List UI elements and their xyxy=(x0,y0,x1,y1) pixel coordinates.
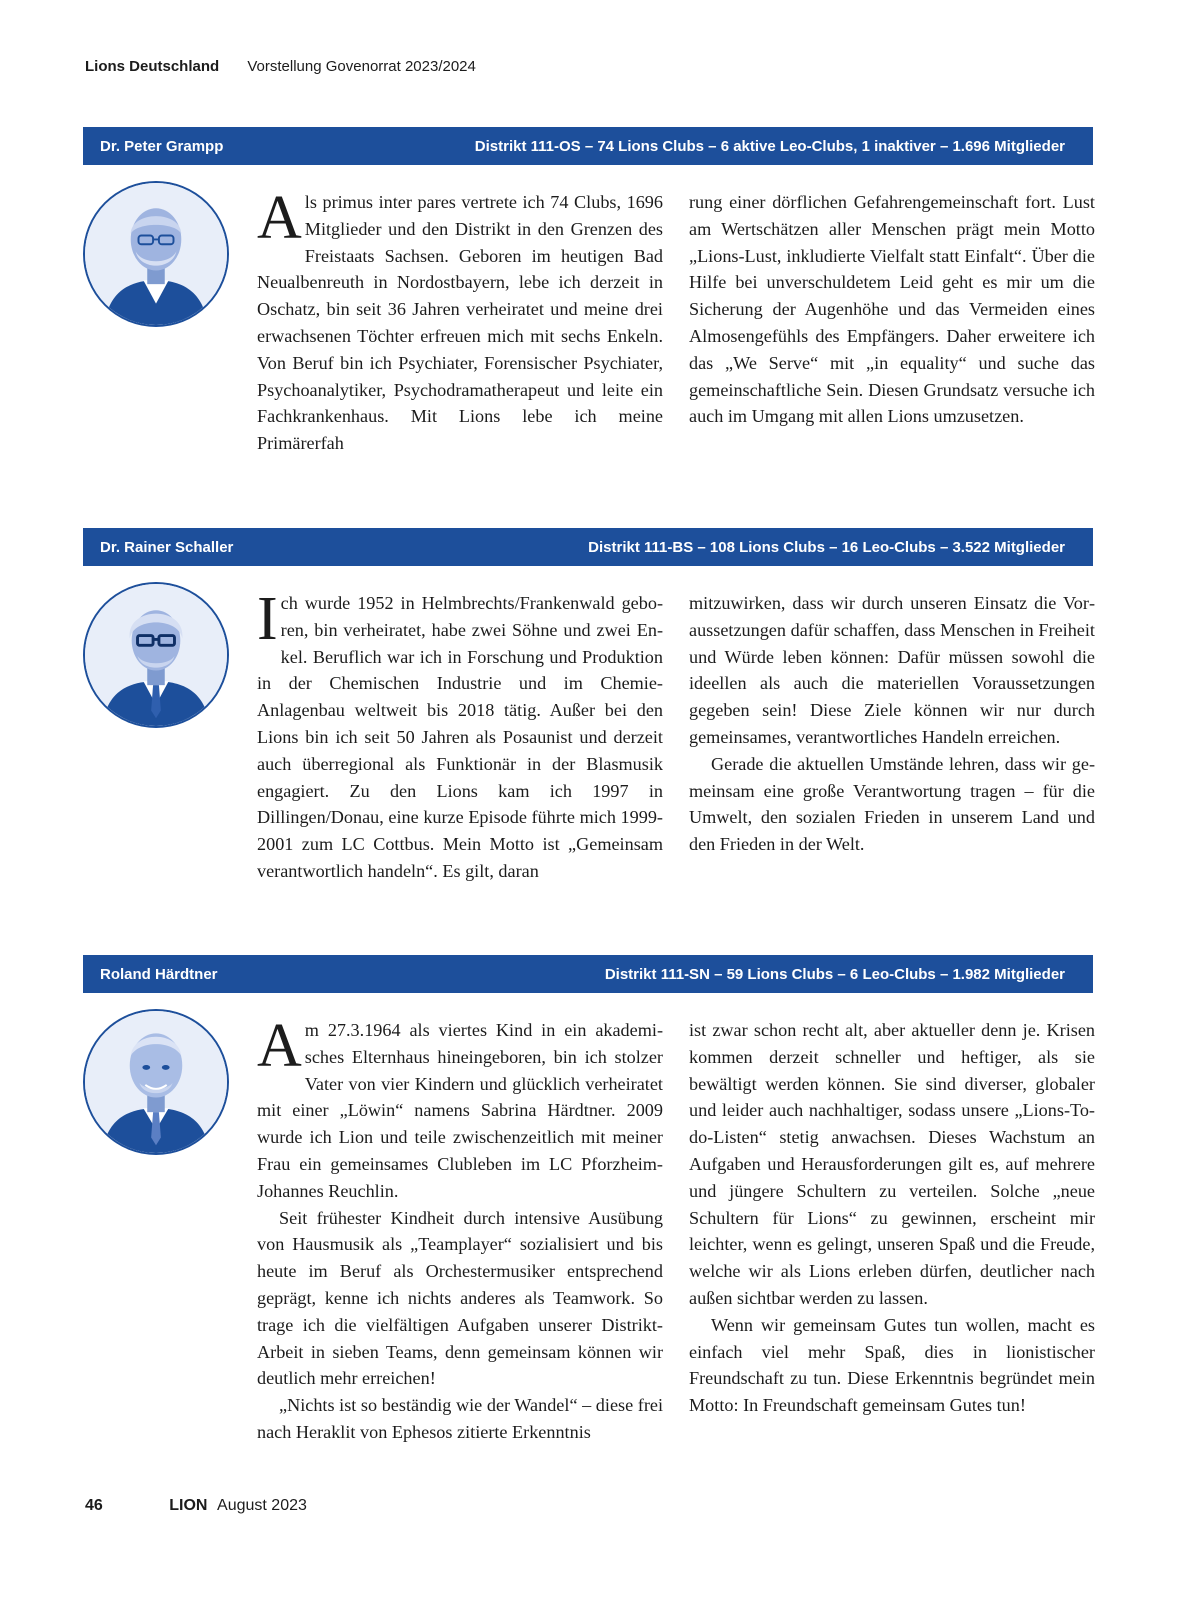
header-brand: Lions Deutschland xyxy=(85,58,220,75)
text-column-left xyxy=(257,585,663,885)
page-footer xyxy=(85,1497,307,1515)
district-info: Distrikt 111-BS – 108 Lions Clubs – 16 Leo-Clubs – 3.522 Mitglieder xyxy=(588,538,1065,556)
issue-date: August 2023 xyxy=(217,1497,307,1514)
district-info: Distrikt 111-SN – 59 Lions Clubs – 6 Leo-Clubs – 1.982 Mitglieder xyxy=(604,965,1065,983)
paragraph: Gerade die aktuellen Umstände lehren, dass wir gemeinsam eine große Verantwortung tragen – für die Umwelt, den sozialen Frieden in unserem Land und den Frieden in der Welt. xyxy=(689,753,1095,855)
paragraph: m 27.3.1964 als viertes Kind in ein akademisches Elternhaus hineingeboren, bin ich stolzer Vater von vier Kindern und glücklich verheiratet mit einer „Löwin“ namens Sabrina Härdtner. 2009 wurde ich Lion und teile zwischenzeitlich mit meiner Frau ein gemeinsames Clubleben im LC Pforzheim-Johannes Reuchlin. xyxy=(257,1020,663,1201)
header-subtitle: Vorstellung Govenorrat 2023/2024 xyxy=(247,58,476,75)
paragraph: Wenn wir gemeinsam Gutes tun wollen, macht es einfach viel mehr Spaß, dies in lionistischer Freundschaft zu tun. Diese Erkenntnis begründet mein Motto: In Freundschaft gemeinsam Gutes tun! xyxy=(689,1314,1095,1416)
profile-name: Dr. Peter Grampp xyxy=(100,137,224,155)
portrait-illustration xyxy=(85,1011,227,1153)
page-number: 46 xyxy=(85,1497,103,1514)
profile-section-2 xyxy=(83,528,1095,881)
paragraph: Seit frühester Kindheit durch intensive Ausübung von Hausmusik als „Teamplayer“ sozialisiert und bis heute im Beruf als Orchestermusiker entsprechend geprägt, kenne ich nichts anderes als Teamwork. So trage ich die vielfältigen Aufgaben unserer Distrikt-Arbeit in sieben Teams, denn gemeinsam können wir deutlich mehr erreichen! xyxy=(257,1207,663,1389)
drop-cap: I xyxy=(257,585,278,653)
paragraph: ch wurde 1952 in Helmbrechts/Frankenwald geboren, bin verheiratet, habe zwei Söhne und zwei Enkel. Beruflich war ich in Forschung und Produktion in der Chemischen Industrie und im Chemie-Anlagenbau weltweit bis 2018 tätig. Außer bei den Lions bin ich seit 50 Jahren als Posaunist und derzeit auch überregional als Funktionär in der Blasmusik engagiert. Zu den Lions kam ich 1997 in Dillingen/Donau, eine kurze Episode führte mich 1999-2001 zum LC Cottbus. Mein Motto ist „Gemeinsam verantwortlich handeln“. Es gilt, daran xyxy=(257,593,663,881)
magazine-name: LION xyxy=(169,1497,208,1514)
district-info: Distrikt 111-OS – 74 Lions Clubs – 6 aktive Leo-Clubs, 1 inaktiver – 1.696 Mitglieder xyxy=(474,137,1065,155)
portrait-photo xyxy=(83,582,229,728)
drop-cap: A xyxy=(257,184,302,252)
profile-bar xyxy=(83,528,1093,566)
portrait-illustration xyxy=(85,584,227,726)
profile-section-3 xyxy=(83,955,1095,1442)
text-column-right xyxy=(689,590,1095,858)
drop-cap: A xyxy=(257,1012,302,1080)
profile-bar xyxy=(83,955,1093,993)
paragraph: ist zwar schon recht alt, aber aktueller denn je. Krisen kommen derzeit schneller und heftiger, als sie bewältigt werden können. Sie sind diverser, globaler und leider auch nachhaltiger, sodass unsere „Lions-To-do-Listen“ stetig anwachsen. Dieses Wachstum an Aufgaben und Herausforderungen gilt es, auf mehrere und jüngere Schultern zu verteilen. Solche „neue Schultern für Lions“ zu gewinnen, erscheint mir leichter, wenn es gelingt, unseren Spaß und die Freude, welche wir als Lions erleben dürfen, deutlicher nach außen sichtbar werden zu lassen. xyxy=(689,1020,1095,1308)
paragraph: mitzuwirken, dass wir durch unseren Einsatz die Voraussetzungen dafür schaffen, dass Menschen in Freiheit und Würde leben können: Dafür müssen sowohl die ideellen als auch die materiellen Voraussetzungen gegeben sein! Diese Ziele können wir nur durch gemeinsames, verantwortliches Handeln erreichen. xyxy=(689,593,1095,747)
text-column-right xyxy=(689,189,1095,430)
text-column-left xyxy=(257,1012,663,1446)
profile-bar xyxy=(83,127,1093,165)
paragraph: ls primus inter pares vertrete ich 74 Clubs, 1696 Mitglieder und den Distrikt in den Grenzen des Freistaats Sachsen. Geboren im heutigen Bad Neualbenreuth in Nordostbayern, lebe ich derzeit in Oschatz, bin seit 36 Jahren verheiratet und meine drei erwachsenen Töchter erfreuen mich mit sechs Enkeln. Von Beruf bin ich Psychiater, Forensischer Psychiater, Psychoanalytiker, Psychodramatherapeut und leite ein Fachkrankenhaus. Mit Lions lebe ich meine Primärerfah xyxy=(257,192,663,454)
portrait-photo xyxy=(83,181,229,327)
portrait-illustration xyxy=(85,183,227,325)
portrait-photo xyxy=(83,1009,229,1155)
profile-name: Roland Härdtner xyxy=(100,965,218,983)
text-column-left xyxy=(257,184,663,457)
paragraph: rung einer dörflichen Gefahrengemeinschaft fort. Lust am Wertschätzen aller Menschen prägt mein Motto „Lions-Lust, inkludierte Vielfalt statt Einfalt“. Über die Hilfe bei unverschuldetem Leid geht es mir um die Sicherung der Augenhöhe und das Vermeiden eines Almosengefühls des Empfängers. Daher erweitere ich das „We Serve“ mit „in equality“ und suche das gemeinschaftliche Sein. Diesen Grundsatz versuche ich auch im Umgang mit allen Lions umzusetzen. xyxy=(689,192,1095,427)
page-header xyxy=(85,58,476,75)
profile-name: Dr. Rainer Schaller xyxy=(100,538,234,556)
paragraph: „Nichts ist so beständig wie der Wandel“ – diese frei nach Heraklit von Ephesos zitierte Erkenntnis xyxy=(257,1395,663,1442)
profile-section-1 xyxy=(83,127,1095,454)
text-column-right xyxy=(689,1017,1095,1419)
